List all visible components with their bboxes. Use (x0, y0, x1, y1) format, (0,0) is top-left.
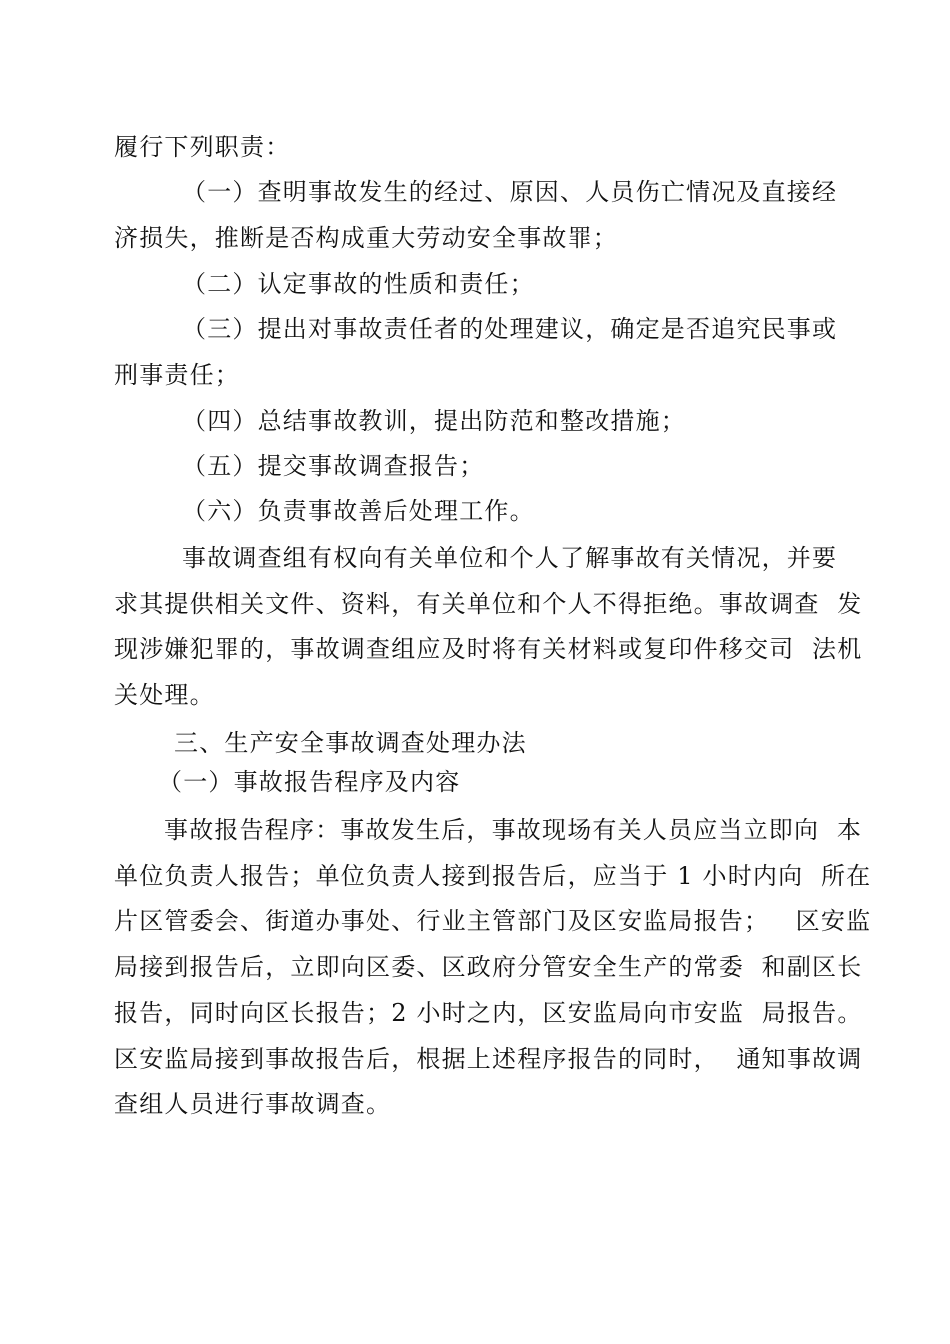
document-line: 求其提供相关文件、资料，有关单位和个人不得拒绝。事故调查 发 (114, 590, 863, 618)
document-line: 济损失，推断是否构成重大劳动安全事故罪； (114, 224, 618, 252)
document-line: 现涉嫌犯罪的，事故调查组应及时将有关材料或复印件移交司 法机 (114, 635, 863, 663)
document-line: （五）提交事故调查报告； (182, 452, 485, 480)
document-line: 片区管委会、街道办事处、行业主管部门及区安监局报告； 区安监 (114, 907, 872, 935)
document-line: （一）查明事故发生的经过、原因、人员伤亡情况及直接经 (182, 178, 838, 206)
document-line: 查组人员进行事故调查。 (114, 1090, 392, 1118)
document-line: （三）提出对事故责任者的处理建议，确定是否追究民事或 (182, 315, 838, 343)
document-line: 事故调查组有权向有关单位和个人了解事故有关情况，并要 (182, 544, 838, 572)
subsection-heading: （一）事故报告程序及内容 (158, 768, 461, 796)
document-line: （二）认定事故的性质和责任； (182, 270, 535, 298)
document-line: 刑事责任； (114, 361, 240, 389)
document-line: 局接到报告后，立即向区委、区政府分管安全生产的常委 和副区长 (114, 953, 863, 981)
section-heading: 三、生产安全事故调查处理办法 (174, 729, 527, 757)
document-line: （六）负责事故善后处理工作。 (182, 497, 535, 525)
document-line: 单位负责人报告；单位负责人接到报告后，应当于 1 小时内向 所在 (114, 862, 872, 890)
document-line: 履行下列职责： (114, 133, 291, 161)
document-line: 关处理。 (114, 681, 215, 709)
document-line: 报告，同时向区长报告；2 小时之内，区安监局向市安监 局报告。 (114, 999, 863, 1027)
document-line: 事故报告程序：事故发生后，事故现场有关人员应当立即向 本 (164, 816, 863, 844)
document-line: 区安监局接到事故报告后，根据上述程序报告的同时， 通知事故调 (114, 1045, 863, 1073)
document-line: （四）总结事故教训，提出防范和整改措施； (182, 407, 686, 435)
